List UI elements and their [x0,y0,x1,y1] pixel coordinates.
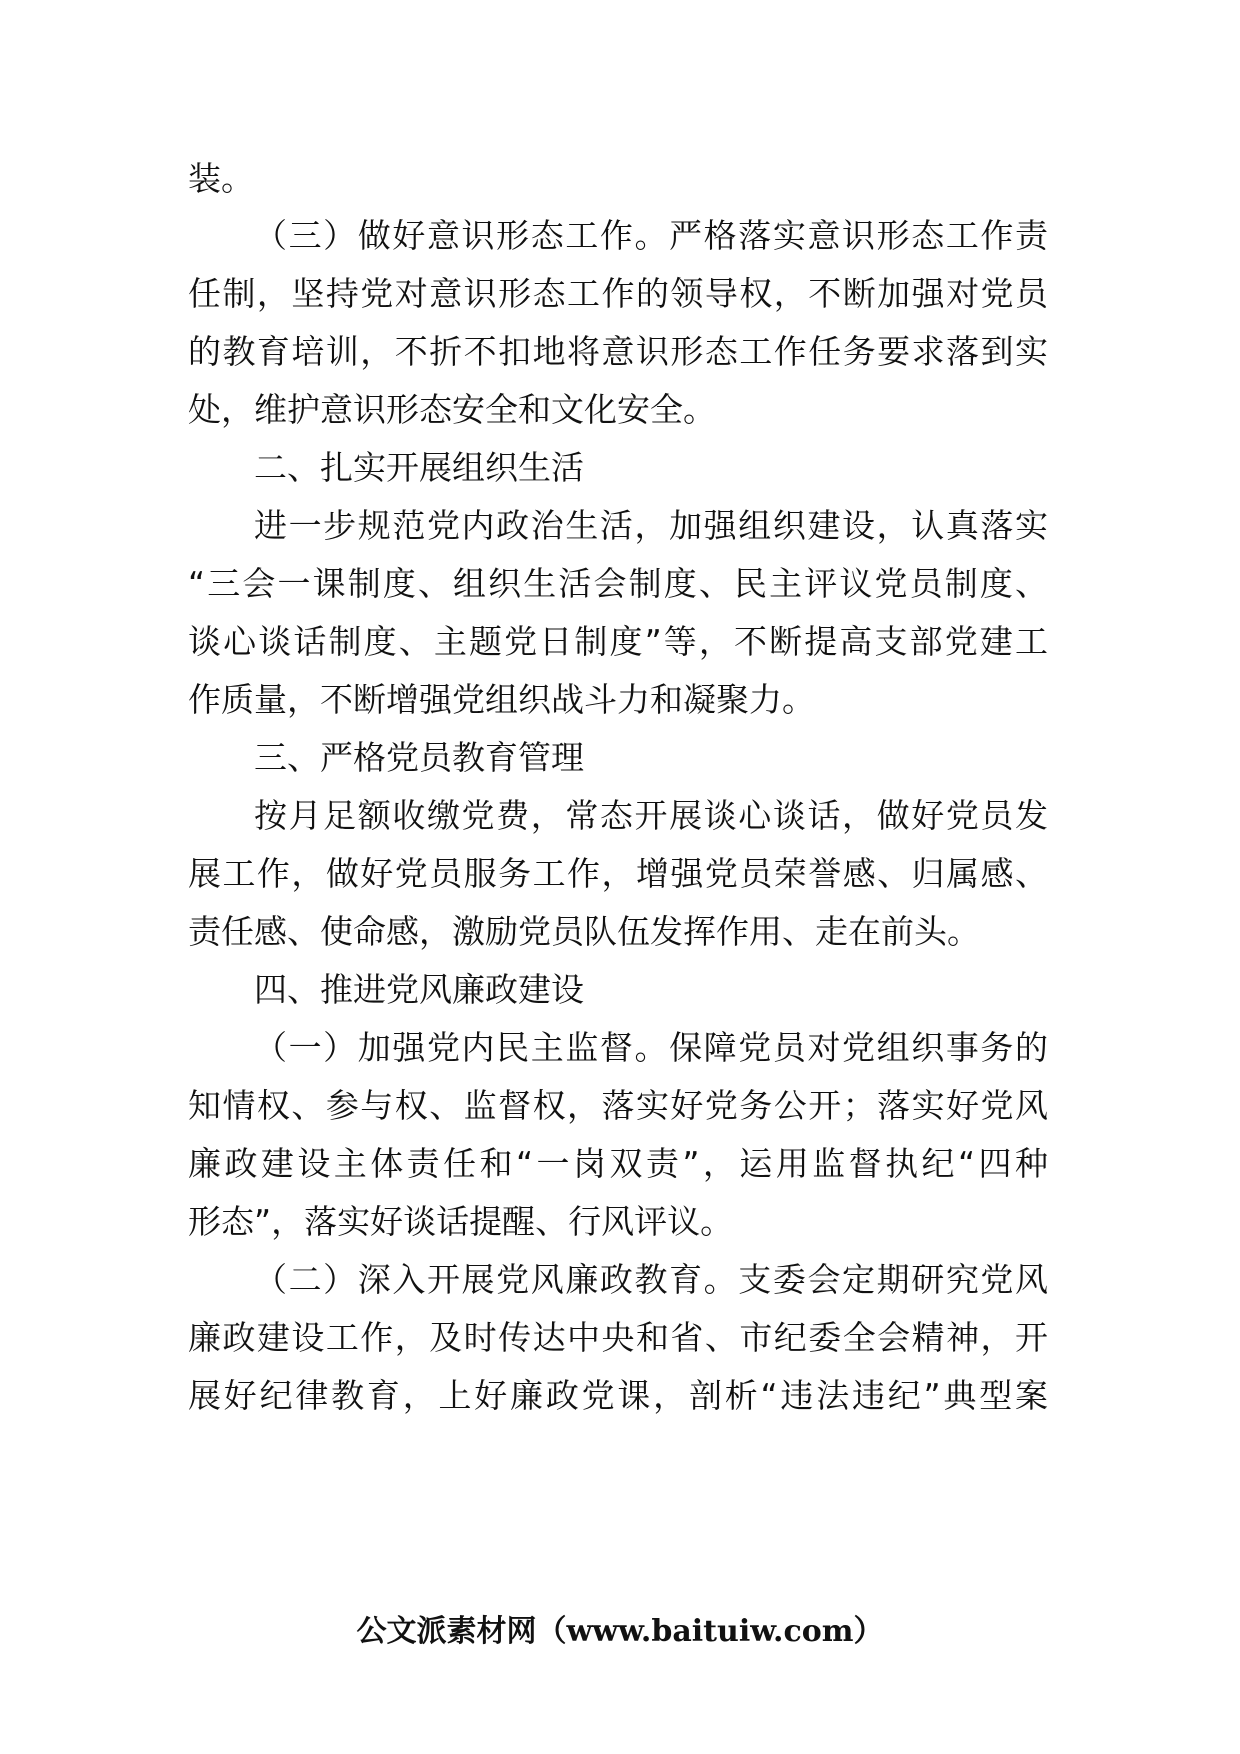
paragraph-line: （二）深入开展党风廉政教育。支委会定期研究党风 [254,1260,1048,1299]
paragraph-line: 展好纪律教育，上好廉政党课，剖析“违法违纪”典型案 [188,1376,1048,1415]
paragraph-line: 谈心谈话制度、主题党日制度”等，不断提高支部党建工 [188,622,1048,661]
section-heading: 三、严格党员教育管理 [254,738,584,777]
paragraph-line: 进一步规范党内政治生活，加强组织建设，认真落实 [254,506,1048,545]
section-heading: 二、扎实开展组织生活 [254,448,584,487]
paragraph-line: 任制，坚持党对意识形态工作的领导权，不断加强对党员 [188,274,1048,313]
paragraph-line: 展工作，做好党员服务工作，增强党员荣誉感、归属感、 [188,854,1048,893]
paragraph-line: 装。 [188,159,254,198]
paragraph-line: 处，维护意识形态安全和文化安全。 [188,390,716,429]
paragraph-line: 形态”，落实好谈话提醒、行风评议。 [188,1202,734,1241]
paragraph-line: “三会一课制度、组织生活会制度、民主评议党员制度、 [188,564,1048,603]
paragraph-line: 按月足额收缴党费，常态开展谈心谈话，做好党员发 [254,796,1048,835]
paragraph-line: 作质量，不断增强党组织战斗力和凝聚力。 [188,680,815,719]
paragraph-line: 知情权、参与权、监督权，落实好党务公开；落实好党风 [188,1086,1048,1125]
paragraph-line: 廉政建设主体责任和“一岗双责”，运用监督执纪“四种 [188,1144,1048,1183]
paragraph-line: （一）加强党内民主监督。保障党员对党组织事务的 [254,1028,1048,1067]
paragraph-line: 廉政建设工作，及时传达中央和省、市纪委全会精神，开 [188,1318,1048,1357]
paragraph-line: （三）做好意识形态工作。严格落实意识形态工作责 [254,216,1048,255]
section-heading: 四、推进党风廉政建设 [254,970,584,1009]
paragraph-line: 责任感、使命感，激励党员队伍发挥作用、走在前头。 [188,912,980,951]
page-footer-watermark: 公文派素材网（www.baituiw.com） [356,1614,884,1649]
paragraph-line: 的教育培训，不折不扣地将意识形态工作任务要求落到实 [188,332,1048,371]
